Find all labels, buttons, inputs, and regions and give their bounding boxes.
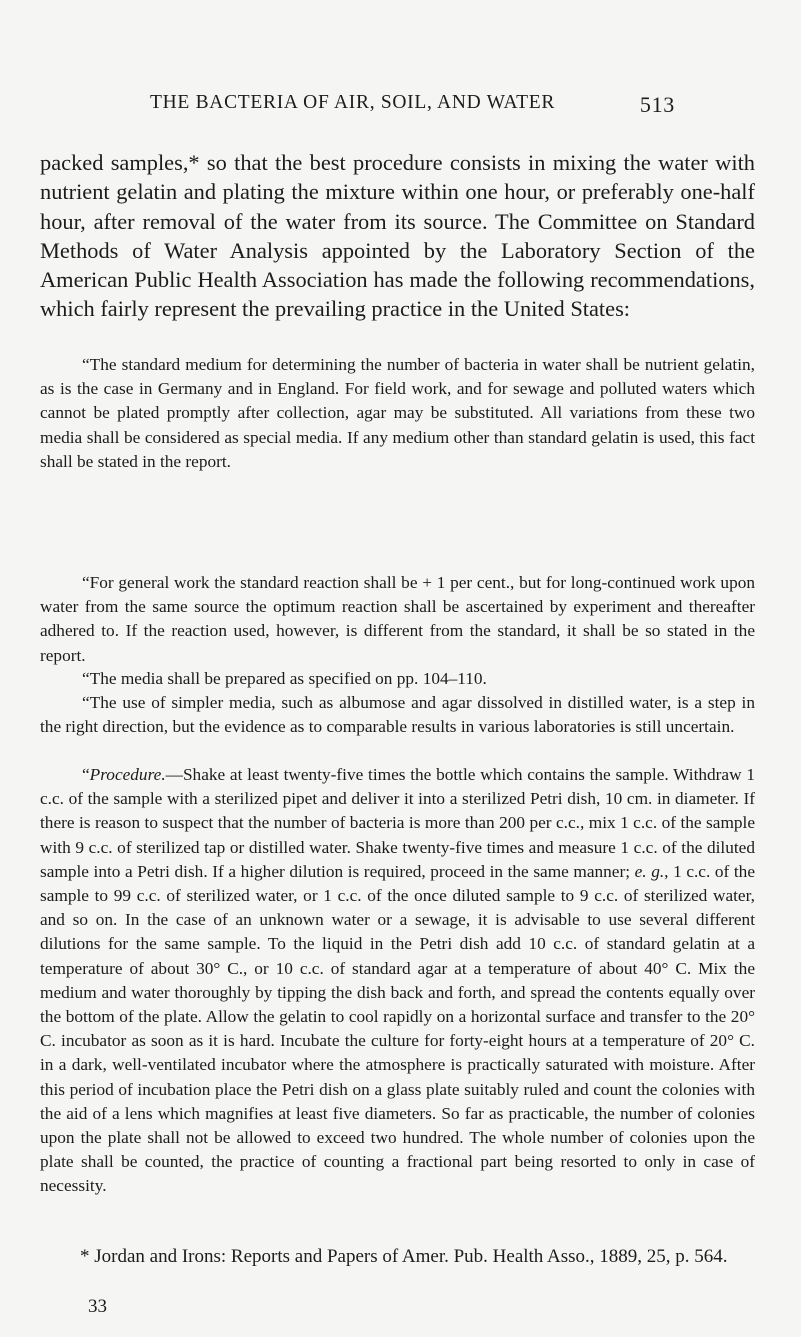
quote-reaction: “For general work the standard reaction shall be + 1 per cent., but for long-continued work upon water from the same source the optimum reaction shall be ascertained by experiment and thereafter adhered to. If the reaction used, however, is different from the standard, it shall be so stated in the report. (40, 573, 755, 665)
page-number: 513 (639, 92, 675, 117)
procedure-label: Procedure. (89, 765, 166, 784)
body-paragraph: packed samples,* so that the best procedure consists in mixing the water with nutrient gelatin and plating the mixture within one hour, or preferably one-half hour, after removal of the water from its source. The Committee on Standard Methods of Water Analysis appointed by the Laboratory Section of the American Public Health Association has made the following recommendations, which fairly represent the prevailing practice in the United States: (40, 150, 755, 322)
procedure-text-rest: , 1 c.c. of the sample to 99 c.c. of sterilized water, or 1 c.c. of the once diluted sample to 9 c.c. of sterilized water, and so on. In the case of an unknown water or a sewage, it is advisable to use several different dilutions for the same sample. To the liquid in the Petri dish add 10 c.c. of standard gelatin at a temperature of about 30° C., or 10 c.c. of standard agar at a temperature of about 40° C. Mix the medium and water thoroughly by tipping the dish back and forth, and spread the contents equally over the bottom of the plate. Allow the gelatin to cool rapidly on a horizontal surface and transfer to the 20° C. incubator as soon as it is hard. Incubate the culture for forty-eight hours at a temperature of 20° C. in a dark, well-ventilated incubator where the atmosphere is practically saturated with moisture. After this period of incubation place the Petri dish on a glass plate suitably ruled and count the colonies with the aid of a lens which magnifies at least five diameters. So far as practicable, the number of colonies upon the plate shall not be allowed to exceed two hundred. The whole number of colonies upon the plate shall be counted, the practice of counting a fractional part being resorted to only in case of necessity. (40, 861, 755, 1196)
quote-standard-medium: “The standard medium for determining the number of bacteria in water shall be nutrient gelatin, as is the case in Germany and in England. For field work, and for sewage and polluted waters which cannot be plated promptly after collection, agar may be substituted. All variations from these two media shall be considered as special media. If any medium other than standard gelatin is used, this fact shall be stated in the report. (40, 355, 755, 471)
quote-simpler-media: “The use of simpler media, such as albumose and agar dissolved in distilled water, is a step in the right direction, but the evidence as to comparable results in various laboratories is still uncertain. (40, 693, 755, 737)
footnote: * Jordan and Irons: Reports and Papers of Amer. Pub. Health Asso., 1889, 25, p. 564. (80, 1246, 728, 1267)
signature-mark: 33 (88, 1296, 107, 1317)
quote-open-mark: “ (82, 765, 90, 784)
procedure-text: —Shake at least twenty-five times the bottle which contains the sample. Withdraw 1 c.c. of the sample with a sterilized pipet and deliver it into a sterilized Petri dish, 10 cm. in diameter. If there is reason to suspect that the number of bacteria is more than 200 per c.c., mix 1 c.c. of the sample with 9 c.c. of sterilized tap or distilled water. Shake twenty-five times and measure 1 c.c. of the diluted sample into a Petri dish. If a higher dilution is required, proceed in the same manner; (40, 765, 755, 881)
quote-procedure (40, 763, 755, 1199)
procedure-eg: e. g. (634, 861, 665, 881)
running-title: THE BACTERIA OF AIR, SOIL, AND WATER (150, 92, 556, 113)
quote-media-preparation: “The media shall be prepared as specified on pp. 104–110. (82, 669, 487, 688)
